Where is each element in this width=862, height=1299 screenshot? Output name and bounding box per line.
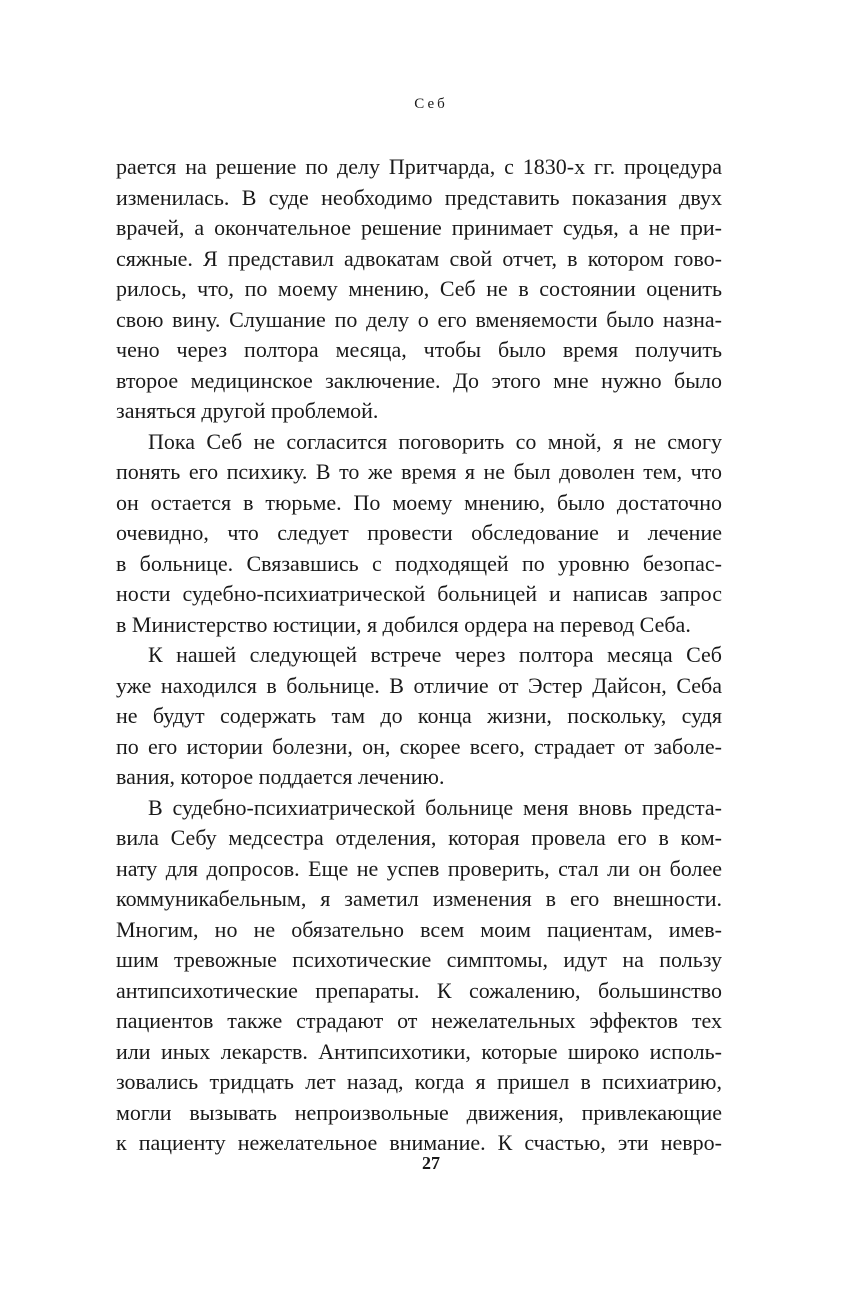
text-line: К нашей следующей встрече через полтора месяца Себ [148,642,722,667]
text-line: понять его психику. В то же время я не был доволен тем, что [116,459,722,484]
text-line: Многим, но не обязательно всем моим пациентам, имев- [116,916,722,942]
text-line: заняться другой проблемой. [116,398,379,423]
text-line: по его истории болезни, он, скорее всего, страдает от заболе- [116,733,722,759]
text-line: сяжные. Я представил адвокатам свой отчет, в котором гово- [116,245,722,271]
text-line: в больнице. Связавшись с подходящей по уровню безопас- [116,550,722,576]
text-line: он остается в тюрьме. По моему мнению, было достаточно [116,489,722,515]
text-line: не будут содержать там до конца жизни, поскольку, судя [116,703,722,728]
text-line: врачей, а окончательное решение принимает судья, а не при- [116,215,722,240]
text-line: зовались тридцать лет назад, когда я пришел в психиатрию, [116,1069,722,1094]
text-line: ности судебно-психиатрической больницей и написав запрос [116,581,722,606]
text-line: могли вызывать непроизвольные движения, привлекающие [116,1099,722,1125]
running-head: Себ [414,96,448,112]
text-line: нату для допросов. Еще не успев проверить, стал ли он более [116,855,722,881]
body-text [116,152,722,1159]
text-line: или иных лекарств. Антипсихотики, которые широко исполь- [116,1038,722,1064]
text-line: Пока Себ не согласится поговорить со мной, я не смогу [148,428,722,454]
text-line: антипсихотические препараты. К сожалению, большинство [116,977,722,1003]
text-line: В судебно-психиатрической больнице меня вновь предста- [148,794,722,820]
text-line: изменилась. В суде необходимо представить показания двух [116,184,722,210]
text-line: свою вину. Слушание по делу о его вменяемости было назна- [116,306,722,332]
text-line: коммуникабельным, я заметил изменения в его внешности. [116,886,722,911]
text-line: очевидно, что следует провести обследование и лечение [116,520,722,545]
text-line: рается на решение по делу Притчарда, с 1830-х гг. процедура [116,154,722,179]
text-line: второе медицинское заключение. До этого мне нужно было [116,367,722,393]
text-line: пациентов также страдают от нежелательных эффектов тех [116,1008,722,1033]
text-line: вания, которое поддается лечению. [116,764,445,789]
text-line: вила Себу медсестра отделения, которая провела его в ком- [116,825,722,850]
text-line: шим тревожные психотические симптомы, идут на пользу [116,947,722,972]
text-line: в Министерство юстиции, я добился ордера на перевод Себа. [116,611,691,637]
text-line: чено через полтора месяца, чтобы было время получить [116,337,722,362]
text-line: рилось, что, по моему мнению, Себ не в состоянии оценить [116,276,722,301]
text-line: к пациенту нежелательное внимание. К счастью, эти невро- [116,1130,722,1155]
text-line: уже находился в больнице. В отличие от Эстер Дайсон, Себа [116,672,722,698]
page-number: 27 [422,1153,440,1173]
